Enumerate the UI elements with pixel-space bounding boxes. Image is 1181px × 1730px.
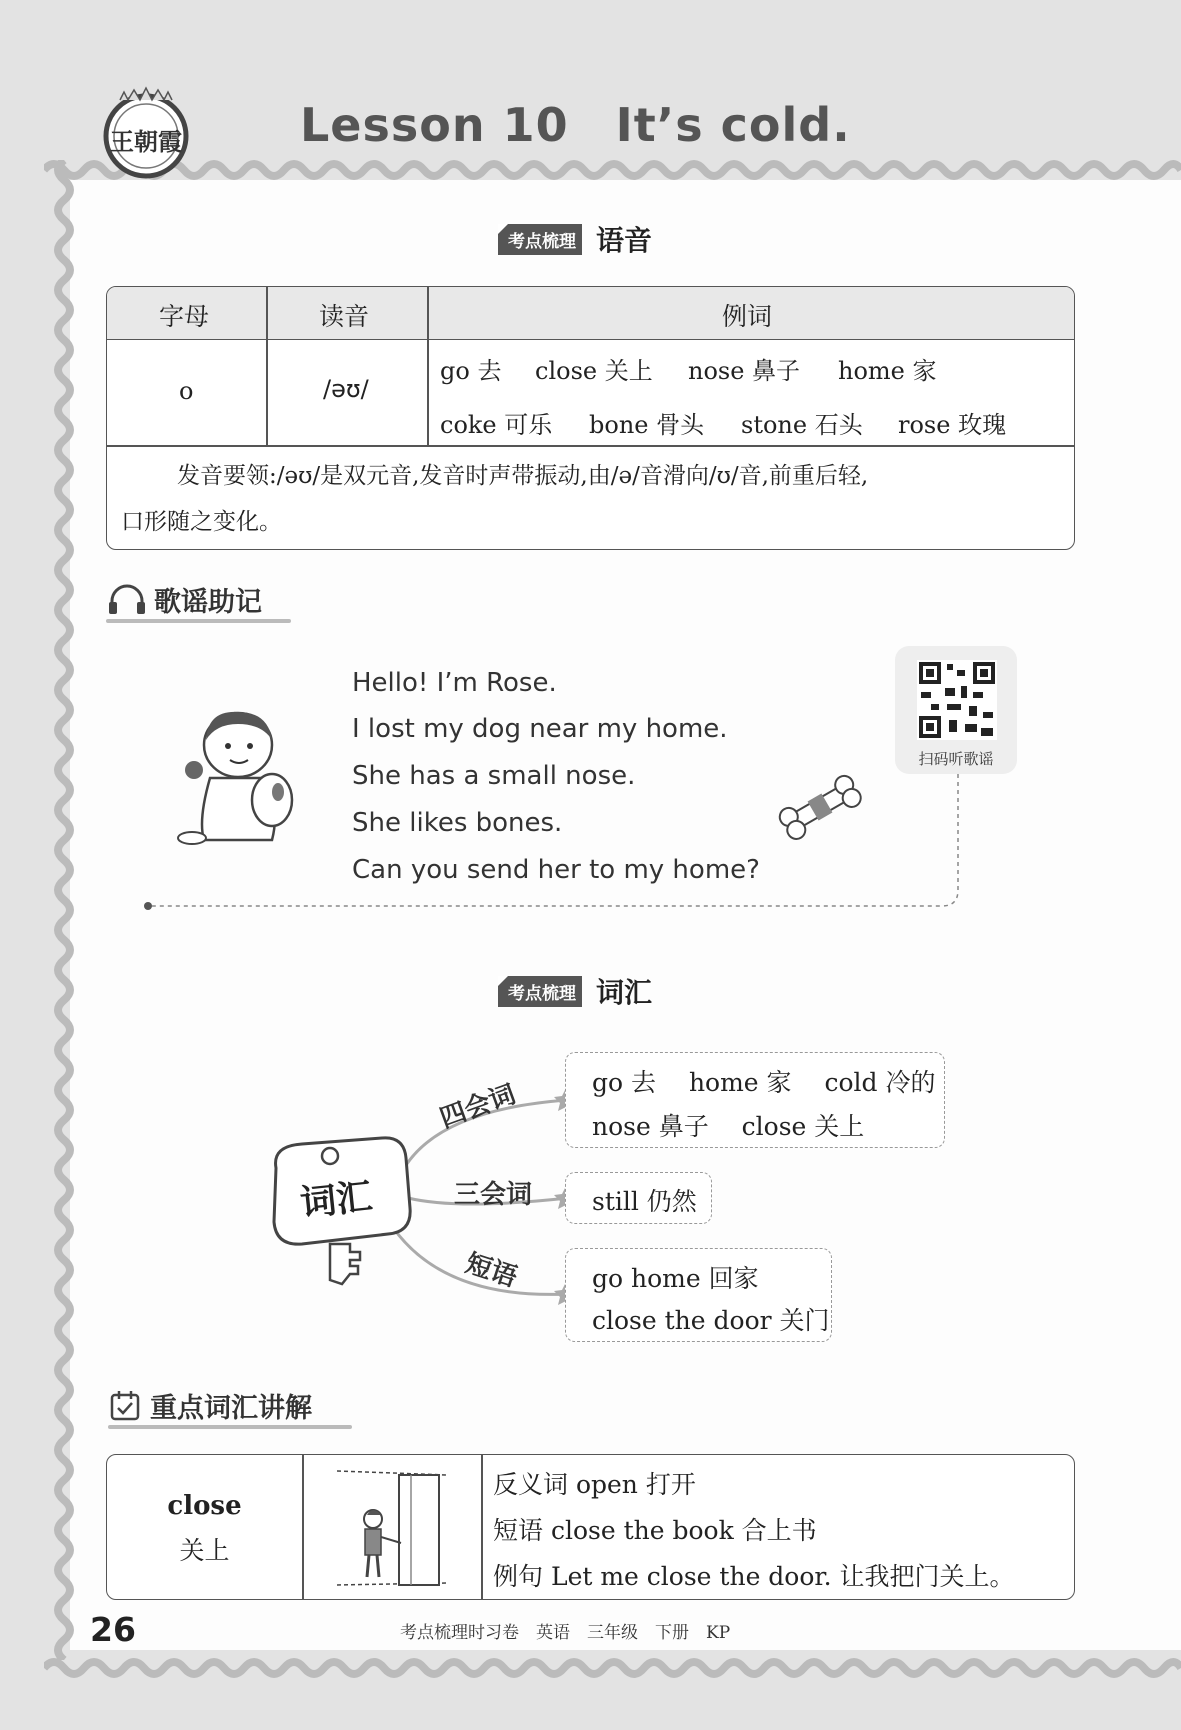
section-title: 词汇 xyxy=(596,976,653,1009)
dashed-connector xyxy=(140,774,970,914)
header-sound: 读音 xyxy=(319,302,370,331)
header-examples: 例词 xyxy=(722,302,773,331)
letter-cell: o xyxy=(179,377,194,405)
headphones-icon xyxy=(106,583,148,617)
key-vocab-label-text: 重点词汇讲解 xyxy=(150,1393,312,1424)
key-word: close xyxy=(167,1491,242,1521)
song-line: Hello! I’m Rose. xyxy=(352,668,557,698)
example-word: bone 骨头 xyxy=(589,411,705,439)
example-word: nose 鼻子 xyxy=(688,357,801,385)
antonym-line xyxy=(493,1465,696,1501)
four-skill-words-box xyxy=(565,1052,945,1148)
key-vocab-section-label xyxy=(108,1386,312,1425)
song-line: Can you send her to my home? xyxy=(352,855,760,885)
example-label: 例句 xyxy=(493,1562,544,1591)
song-section-label xyxy=(106,580,262,619)
phrases-box xyxy=(565,1248,832,1342)
key-vocab-table xyxy=(106,1454,1075,1600)
example-word: home 家 xyxy=(838,357,937,385)
phonics-table xyxy=(106,286,1075,550)
calendar-check-icon xyxy=(108,1389,144,1423)
song-line: I lost my dog near my home. xyxy=(352,714,728,744)
antonym-label: 反义词 xyxy=(493,1470,569,1499)
branch-label-phrases: 短语 xyxy=(461,1248,521,1294)
example-word: coke 可乐 xyxy=(440,411,553,439)
word-line: still 仍然 xyxy=(592,1187,697,1216)
song-label-text: 歌谣助记 xyxy=(154,587,262,618)
wavy-border-left xyxy=(44,160,84,1660)
lesson-title: Lesson 10 It’s cold. xyxy=(300,98,851,152)
sound-cell: /əʊ/ xyxy=(323,375,369,403)
word-line: nose 鼻子 close 关上 xyxy=(592,1112,865,1141)
logo-text: 王朝霞 xyxy=(110,127,182,156)
example-word: close 关上 xyxy=(535,357,653,385)
wavy-border-top xyxy=(44,150,1181,190)
table-header-row xyxy=(107,287,1074,340)
antonym-text: open 打开 xyxy=(568,1470,696,1499)
example-word: stone 石头 xyxy=(741,411,863,439)
page-number: 26 xyxy=(90,1610,136,1649)
pronunciation-tip-line2: 口形随之变化。 xyxy=(121,509,282,535)
phrase-text: close the book 合上书 xyxy=(543,1516,817,1545)
phrase-line xyxy=(493,1511,817,1547)
section-title: 语音 xyxy=(596,224,653,257)
vocab-section-header xyxy=(498,976,653,1009)
pronunciation-tip-line1: 发音要领:/əʊ/是双元音,发音时声带振动,由/ə/音滑向/ʊ/音,前重后轻, xyxy=(177,463,869,489)
three-skill-words-box xyxy=(565,1172,712,1224)
section-tag: 考点梳理 xyxy=(498,976,582,1007)
example-word: go 去 xyxy=(440,357,502,385)
song-line: She likes bones. xyxy=(352,808,563,838)
song-line: She has a small nose. xyxy=(352,761,636,791)
qr-caption: 扫码听歌谣 xyxy=(918,750,994,768)
qr-card[interactable] xyxy=(895,646,1017,774)
phrase-line: go home 回家 xyxy=(592,1264,759,1293)
word-line: go 去 home 家 cold 冷的 xyxy=(592,1068,936,1097)
phrase-label: 短语 xyxy=(493,1516,544,1545)
example-sentence-line xyxy=(493,1557,1015,1593)
example-word: rose 玫瑰 xyxy=(898,411,1007,439)
branch-label-three-skill: 三会词 xyxy=(454,1180,533,1210)
boy-closing-door-illustration xyxy=(327,1465,457,1591)
header-letter: 字母 xyxy=(159,302,210,331)
phrase-line: close the door 关门 xyxy=(592,1306,830,1335)
branch-label-four-skill: 四会词 xyxy=(436,1079,520,1135)
qr-code-icon[interactable] xyxy=(917,660,997,740)
phonics-section-header xyxy=(498,224,653,257)
footer-text: 考点梳理时习卷 英语 三年级 下册 KP xyxy=(400,1623,731,1643)
key-word-meaning: 关上 xyxy=(179,1536,230,1565)
example-text: Let me close the door. 让我把门关上。 xyxy=(543,1562,1015,1591)
wavy-border-bottom xyxy=(44,1648,1181,1688)
key-label: 词汇 xyxy=(298,1176,375,1225)
section-tag: 考点梳理 xyxy=(498,224,582,255)
brand-logo xyxy=(98,84,194,180)
